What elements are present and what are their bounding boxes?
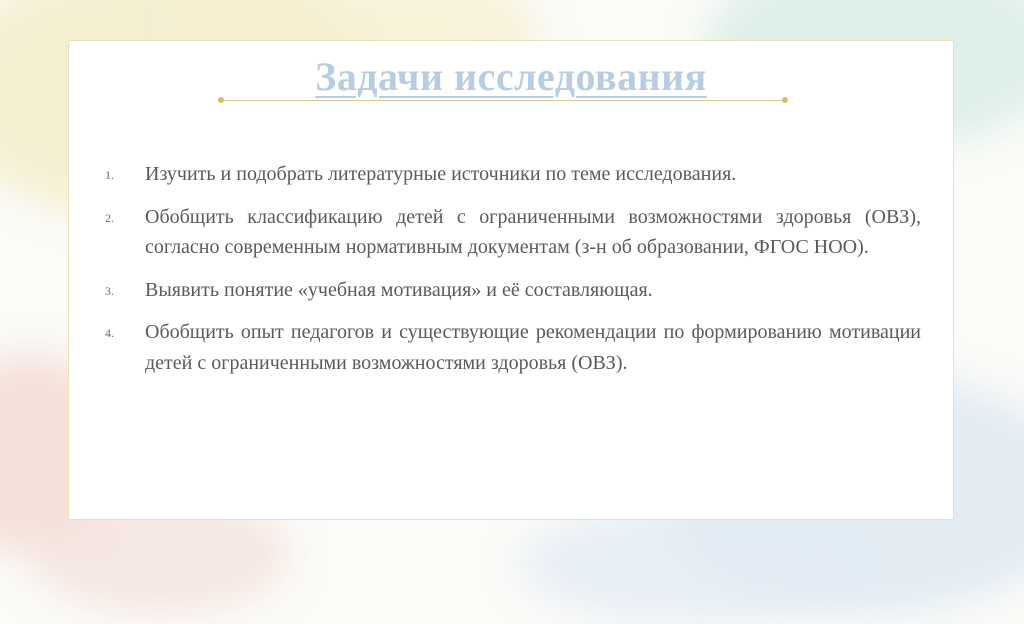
- background-splash-blue-2: [520, 504, 880, 624]
- divider-dot-right: [782, 97, 788, 103]
- title-divider: [221, 100, 785, 101]
- list-item: [99, 317, 921, 378]
- slide-title: Задачи исследования: [315, 54, 707, 99]
- divider-dot-left: [218, 97, 224, 103]
- task-text: Выявить понятие «учебная мотивация» и её составляющая.: [145, 278, 653, 301]
- list-item: [99, 275, 921, 306]
- task-number: 1.: [105, 168, 114, 182]
- task-number: 3.: [105, 283, 114, 298]
- task-text: Обобщить классификацию детей с ограниченными возможностями здоровья (ОВЗ), согласно современным нормативным документам (з-н об образовании, ФГОС НОО).: [145, 205, 921, 258]
- slide-card: [68, 40, 954, 520]
- task-number: 4.: [105, 326, 114, 340]
- task-list: [99, 159, 921, 390]
- list-item: [99, 159, 921, 190]
- list-item: [99, 202, 921, 263]
- task-text: Изучить и подобрать литературные источники по теме исследования.: [145, 163, 737, 185]
- task-text: Обобщить опыт педагогов и существующие рекомендации по формированию мотивации детей с ограниченными возможностями здоровья (ОВЗ).: [145, 321, 921, 374]
- task-number: 2.: [105, 210, 114, 225]
